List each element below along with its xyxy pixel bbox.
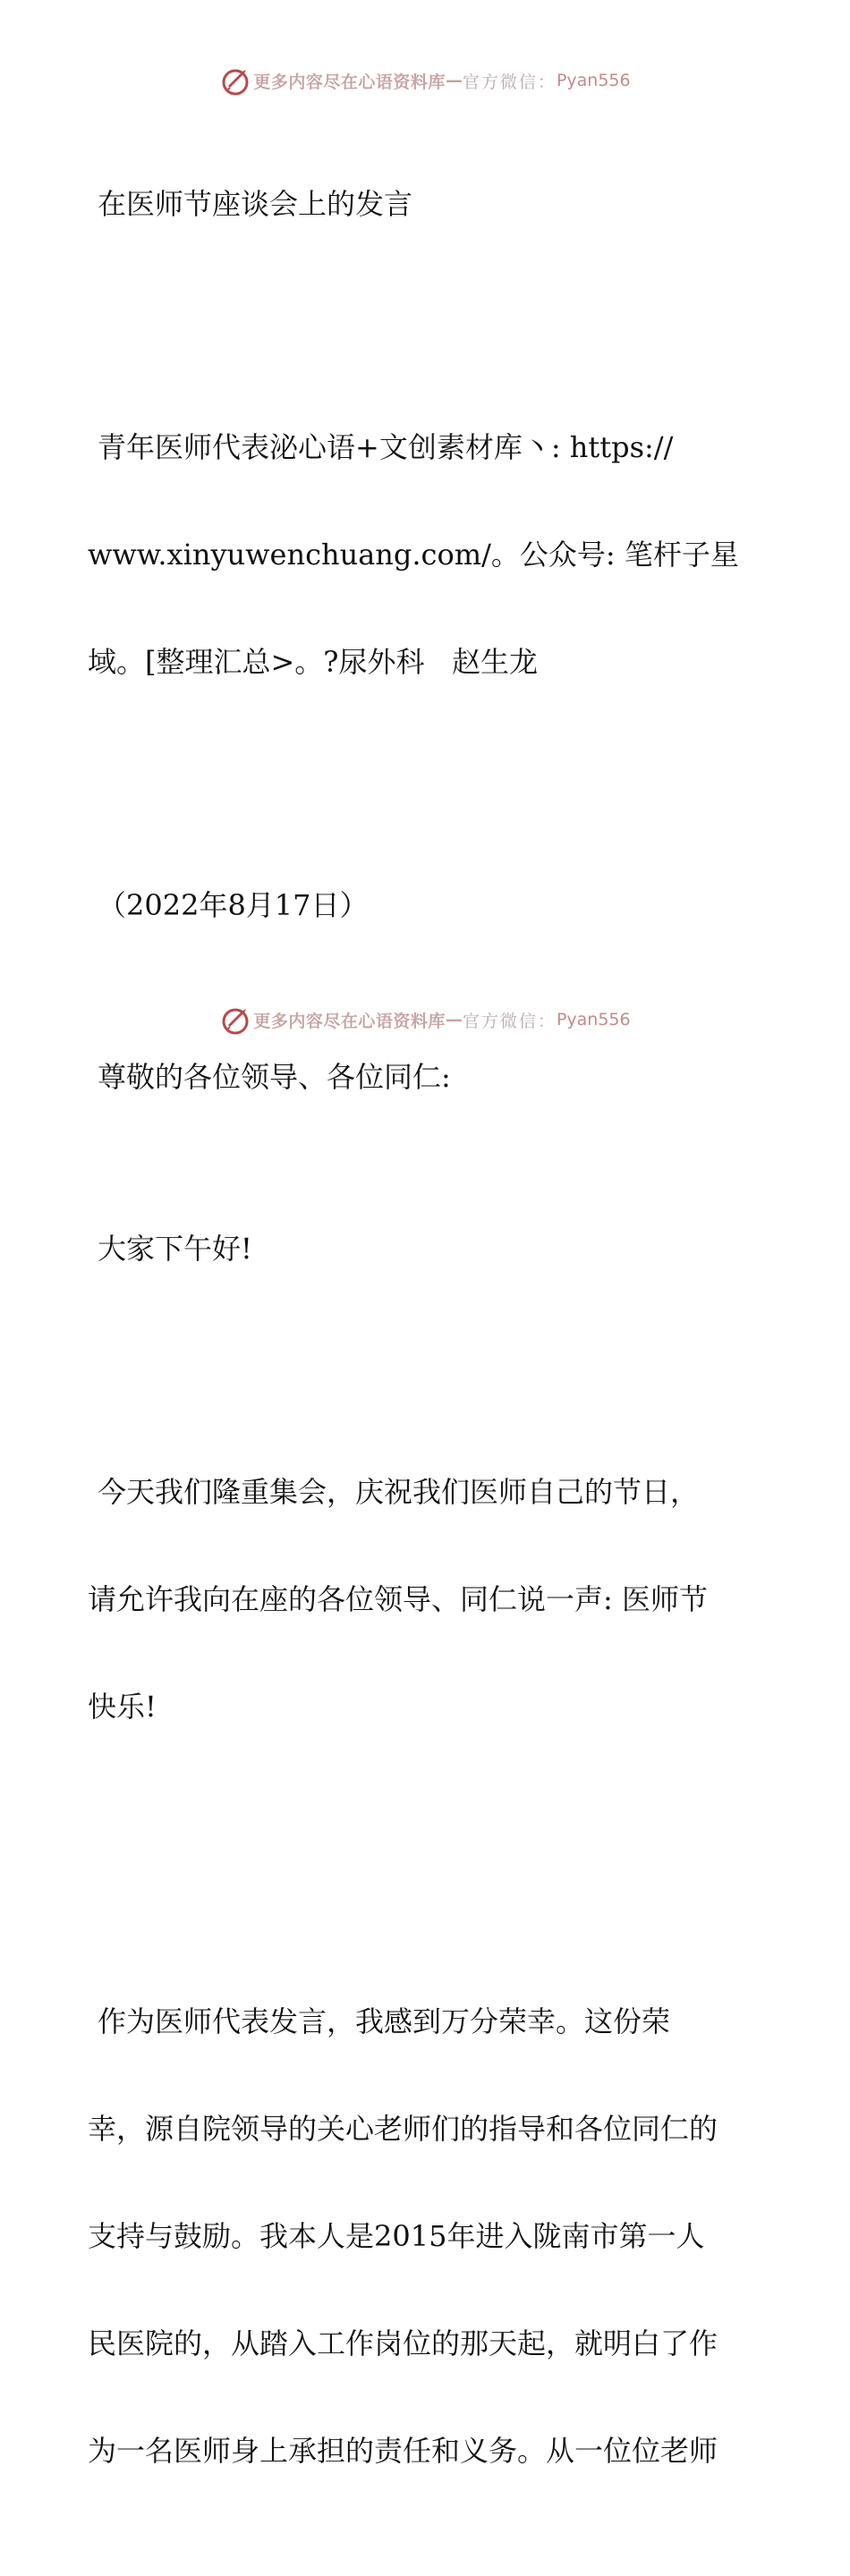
watermark-id: Pyan556 xyxy=(556,1010,631,1030)
paragraph-1-line: 快乐! xyxy=(88,1690,157,1724)
document-title: 在医师节座谈会上的发言 xyxy=(98,187,413,221)
watermark-main-text: 更多内容尽在心语资料库 xyxy=(253,72,446,92)
watermark-dash: — xyxy=(445,71,463,90)
paragraph-1-line: 今天我们隆重集会，庆祝我们医师自己的节日， xyxy=(98,1475,700,1509)
paragraph-1 xyxy=(88,1402,761,1796)
header-watermark xyxy=(0,63,850,98)
paragraph-2-line: 为一名医师身上承担的责任和义务。从一位位老师 xyxy=(88,2434,718,2468)
watermark-dash: — xyxy=(445,1010,463,1030)
paragraph-2-line: 幸，源自院领导的关心老师们的指导和各位同仁的 xyxy=(88,2112,718,2146)
quill-logo-icon xyxy=(219,1004,251,1036)
author-line-3: 域。[整理汇总>。?尿外科 赵生龙 xyxy=(88,645,538,679)
paragraph-2-line: 民医院的，从踏入工作岗位的那天起，就明白了作 xyxy=(88,2326,718,2360)
date-line: （2022年8月17日） xyxy=(98,888,369,922)
paragraph-1-line: 请允许我向在座的各位领导、同仁说一声: 医师节 xyxy=(88,1582,708,1616)
quill-logo-icon xyxy=(219,64,251,97)
author-block xyxy=(88,358,761,751)
author-line-2: www.xinyuwenchuang.com/。公众号: 笔杆子星 xyxy=(88,538,739,572)
document-body xyxy=(88,106,761,2576)
paragraph-2-line: 作为医师代表发言，我感到万分荣幸。这份荣 xyxy=(98,2004,671,2038)
salutation: 尊敬的各位领导、各位同仁: xyxy=(98,1060,451,1094)
greeting: 大家下午好! xyxy=(98,1232,252,1266)
watermark-id: Pyan556 xyxy=(556,71,631,90)
watermark-sub-text: 官方微信： xyxy=(462,1011,557,1031)
watermark-sub-text: 官方微信： xyxy=(462,72,557,92)
paragraph-2 xyxy=(88,1932,761,2540)
author-line-1: 青年医师代表泌心语+文创素材库丶: https:// xyxy=(98,430,674,464)
watermark-main-text: 更多内容尽在心语资料库 xyxy=(253,1011,446,1031)
paragraph-2-line: 支持与鼓励。我本人是2015年进入陇南市第一人 xyxy=(88,2219,705,2253)
footer-watermark xyxy=(0,1002,850,1038)
